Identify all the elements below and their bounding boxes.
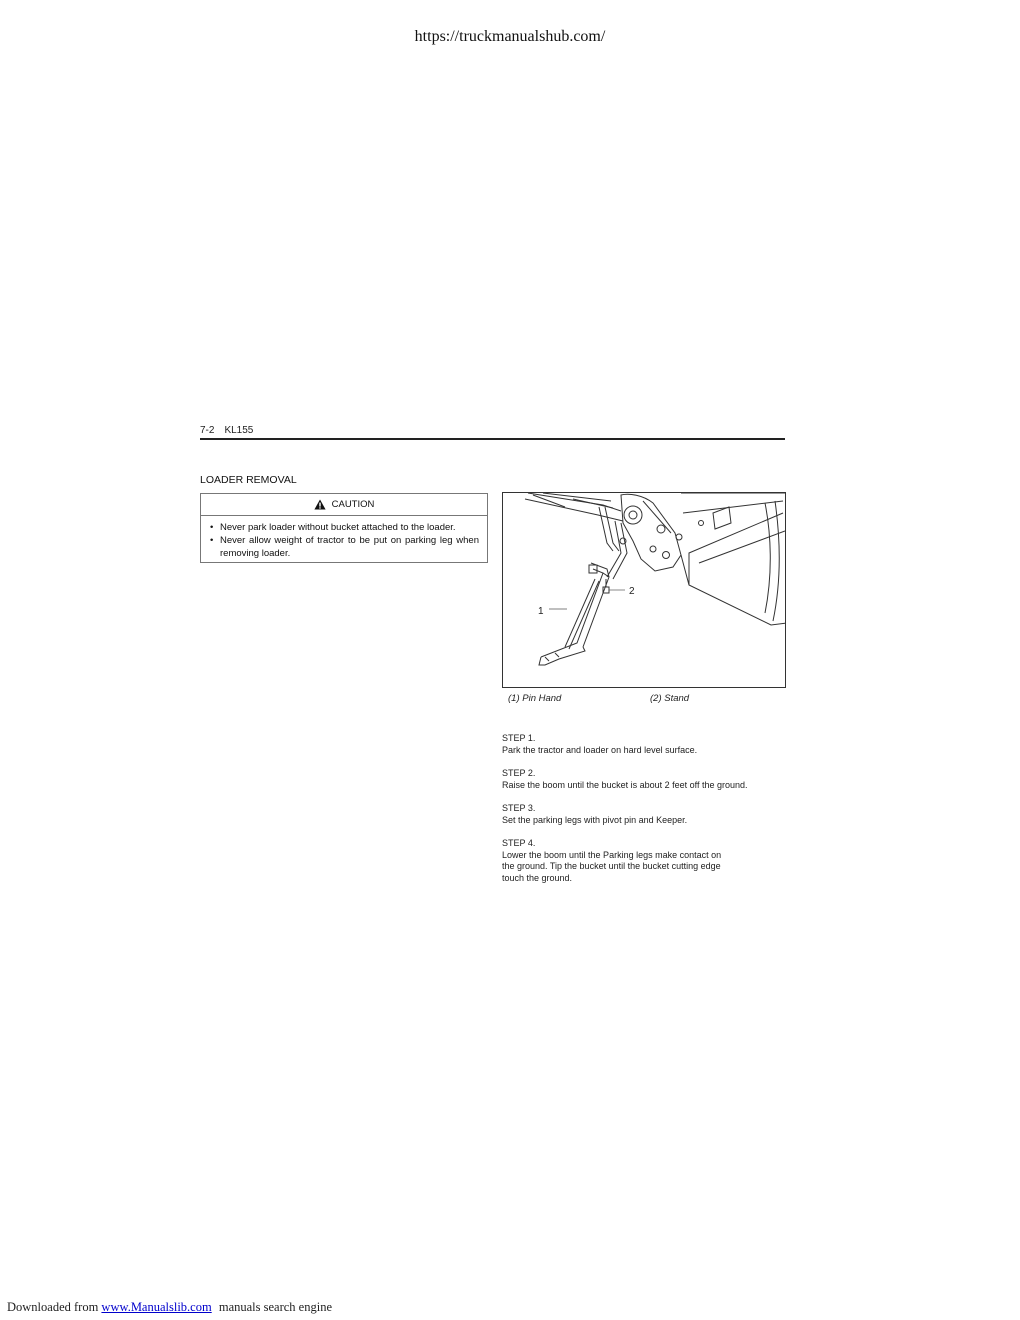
caution-item: • Never allow weight of tractor to be put on parking leg when removing loader. [210, 534, 479, 560]
section-title: LOADER REMOVAL [200, 474, 297, 486]
loader-parking-stand-illustration [502, 492, 786, 688]
footer-prefix: Downloaded from [7, 1300, 99, 1314]
caution-list [210, 521, 479, 560]
callout-2: 2 [629, 586, 635, 597]
download-footer [7, 1300, 332, 1315]
manualslib-link[interactable]: www.Manualslib.com [101, 1300, 212, 1314]
step-4 [502, 838, 792, 884]
step-3 [502, 803, 792, 826]
step-text: Park the tractor and loader on hard level surface. [502, 744, 698, 755]
warning-icon [314, 499, 326, 510]
source-url: https://truckmanualshub.com/ [414, 28, 606, 45]
step-text-line: touch the ground. [502, 872, 573, 883]
caution-label: CAUTION [331, 499, 375, 510]
step-text-line: Lower the boom until the Parking legs make contact on [502, 849, 722, 860]
callout-1: 1 [538, 606, 544, 617]
step-title: STEP 4. [502, 838, 536, 848]
header-divider [200, 438, 785, 440]
page-number: 7-2 [200, 425, 215, 436]
footer-suffix: manuals search engine [218, 1300, 332, 1314]
step-title: STEP 2. [502, 768, 536, 778]
model-name: KL155 [224, 425, 254, 436]
figure-caption-2: (2) Stand [650, 693, 690, 704]
step-text: Raise the boom until the bucket is about 2 feet off the ground. [502, 779, 748, 790]
step-title: STEP 3. [502, 803, 536, 813]
step-title: STEP 1. [502, 733, 536, 743]
step-2 [502, 768, 792, 791]
caution-box [200, 493, 488, 563]
step-text: Set the parking legs with pivot pin and Keeper. [502, 814, 688, 825]
caution-header [201, 494, 487, 516]
step-text-line: the ground. Tip the bucket until the bucket cutting edge [502, 861, 721, 871]
step-1 [502, 733, 792, 756]
caution-item: • Never park loader without bucket attached to the loader. [210, 521, 479, 534]
figure-caption-1: (1) Pin Hand [508, 693, 562, 704]
parking-stand-drawing [503, 493, 786, 688]
page-header [200, 425, 253, 436]
